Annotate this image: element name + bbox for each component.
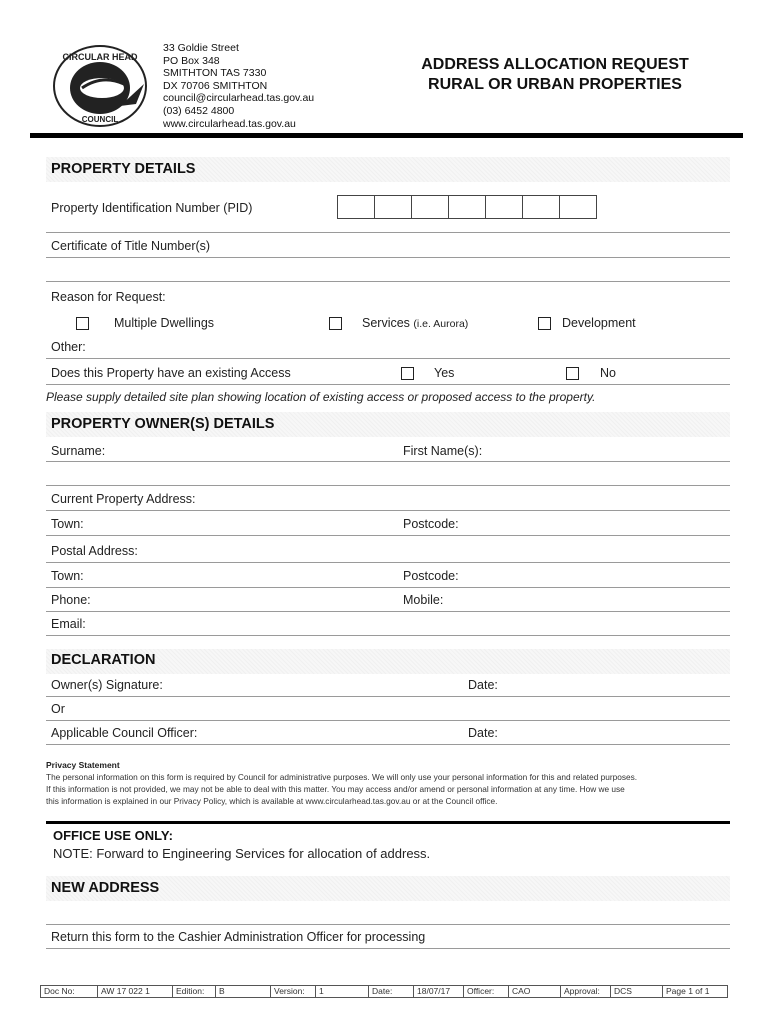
town-label: Town: bbox=[51, 517, 84, 531]
title-number-label: Certificate of Title Number(s) bbox=[51, 239, 211, 253]
access-no-label: No bbox=[600, 366, 616, 380]
council-officer-label: Applicable Council Officer: bbox=[51, 726, 198, 740]
officer-date-label: Date: bbox=[468, 726, 498, 740]
development-checkbox[interactable] bbox=[538, 317, 551, 330]
access-no-checkbox[interactable] bbox=[566, 367, 579, 380]
divider bbox=[46, 257, 730, 258]
or-label: Or bbox=[51, 702, 65, 716]
declaration-heading: DECLARATION bbox=[51, 652, 156, 668]
signature-date-label: Date: bbox=[468, 678, 498, 692]
office-use-heading: OFFICE USE ONLY: bbox=[53, 828, 173, 843]
divider bbox=[46, 384, 730, 385]
divider bbox=[46, 924, 730, 925]
council-address: 33 Goldie Street PO Box 348 SMITHTON TAS 7330 DX 70706 SMITHTON council@circularhead.tas.gov.au (03) 6452 4800 www.circularhead.tas.gov.au bbox=[163, 42, 315, 130]
website-link[interactable]: www.circularhead.tas.gov.au bbox=[163, 117, 296, 130]
phone-label: Phone: bbox=[51, 593, 91, 607]
multiple-dwellings-checkbox[interactable] bbox=[76, 317, 89, 330]
property-details-heading: PROPERTY DETAILS bbox=[51, 161, 196, 177]
access-question: Does this Property have an existing Access bbox=[51, 366, 291, 380]
form-title: ADDRESS ALLOCATION REQUEST RURAL OR URBAN PROPERTIES bbox=[421, 56, 689, 93]
divider bbox=[46, 510, 730, 511]
divider bbox=[46, 611, 730, 612]
email-label: Email: bbox=[51, 617, 86, 631]
divider bbox=[46, 358, 730, 359]
signature-label: Owner(s) Signature: bbox=[51, 678, 163, 692]
return-note: Return this form to the Cashier Administration Officer for processing bbox=[51, 930, 426, 944]
pid-input[interactable] bbox=[337, 195, 597, 219]
access-yes-label: Yes bbox=[434, 366, 455, 380]
divider bbox=[46, 744, 730, 745]
new-address-heading: NEW ADDRESS bbox=[51, 880, 160, 896]
other-label: Other: bbox=[51, 340, 86, 354]
access-yes-checkbox[interactable] bbox=[401, 367, 414, 380]
postal-address-label: Postal Address: bbox=[51, 544, 138, 558]
council-logo bbox=[52, 44, 152, 128]
owner-details-heading: PROPERTY OWNER(S) DETAILS bbox=[51, 416, 275, 432]
divider bbox=[46, 948, 730, 949]
surname-label: Surname: bbox=[51, 444, 106, 458]
svg-text:COUNCIL: COUNCIL bbox=[81, 115, 119, 124]
privacy-title: Privacy Statement bbox=[46, 760, 120, 770]
divider bbox=[46, 461, 730, 462]
postal-town-label: Town: bbox=[51, 569, 84, 583]
divider bbox=[46, 232, 730, 233]
divider bbox=[46, 720, 730, 721]
pid-label: Property Identification Number (PID) bbox=[51, 201, 253, 215]
first-names-label: First Name(s): bbox=[403, 444, 483, 458]
divider bbox=[46, 562, 730, 563]
development-label: Development bbox=[562, 316, 636, 330]
postcode-label: Postcode: bbox=[403, 517, 459, 531]
divider bbox=[46, 635, 730, 636]
postal-postcode-label: Postcode: bbox=[403, 569, 459, 583]
mobile-label: Mobile: bbox=[403, 593, 444, 607]
svg-text:CIRCULAR HEAD: CIRCULAR HEAD bbox=[62, 52, 138, 62]
office-divider bbox=[46, 821, 730, 824]
office-note: NOTE: Forward to Engineering Services for allocation of address. bbox=[53, 846, 431, 861]
divider bbox=[46, 696, 730, 697]
divider bbox=[46, 485, 730, 486]
divider bbox=[46, 587, 730, 588]
header-divider bbox=[30, 133, 743, 138]
reason-label: Reason for Request: bbox=[51, 290, 166, 304]
document-footer: Doc No: AW 17 022 1 Edition: B Version: 1 Date: 18/07/17 Officer: CAO Approval: DCS Page 1 of 1 bbox=[40, 985, 728, 998]
multiple-dwellings-label: Multiple Dwellings bbox=[114, 316, 215, 330]
current-address-label: Current Property Address: bbox=[51, 492, 196, 506]
site-plan-note: Please supply detailed site plan showing location of existing access or proposed access to the property. bbox=[46, 390, 596, 404]
email-link[interactable]: council@circularhead.tas.gov.au bbox=[163, 92, 315, 105]
divider bbox=[46, 535, 730, 536]
services-label: Services (i.e. Aurora) bbox=[362, 316, 469, 330]
privacy-statement: The personal information on this form is required by Council for administrative purposes. We will only use your personal information for this and related purposes. If this information is not provided, we may not be able to deal with this matter. You may access and/or amend or personal information at any time. How we use this information is explained in our Privacy Policy, which is available at www.circularhead.tas.gov.au or at the Council office. bbox=[46, 772, 638, 806]
divider bbox=[46, 281, 730, 282]
services-checkbox[interactable] bbox=[329, 317, 342, 330]
